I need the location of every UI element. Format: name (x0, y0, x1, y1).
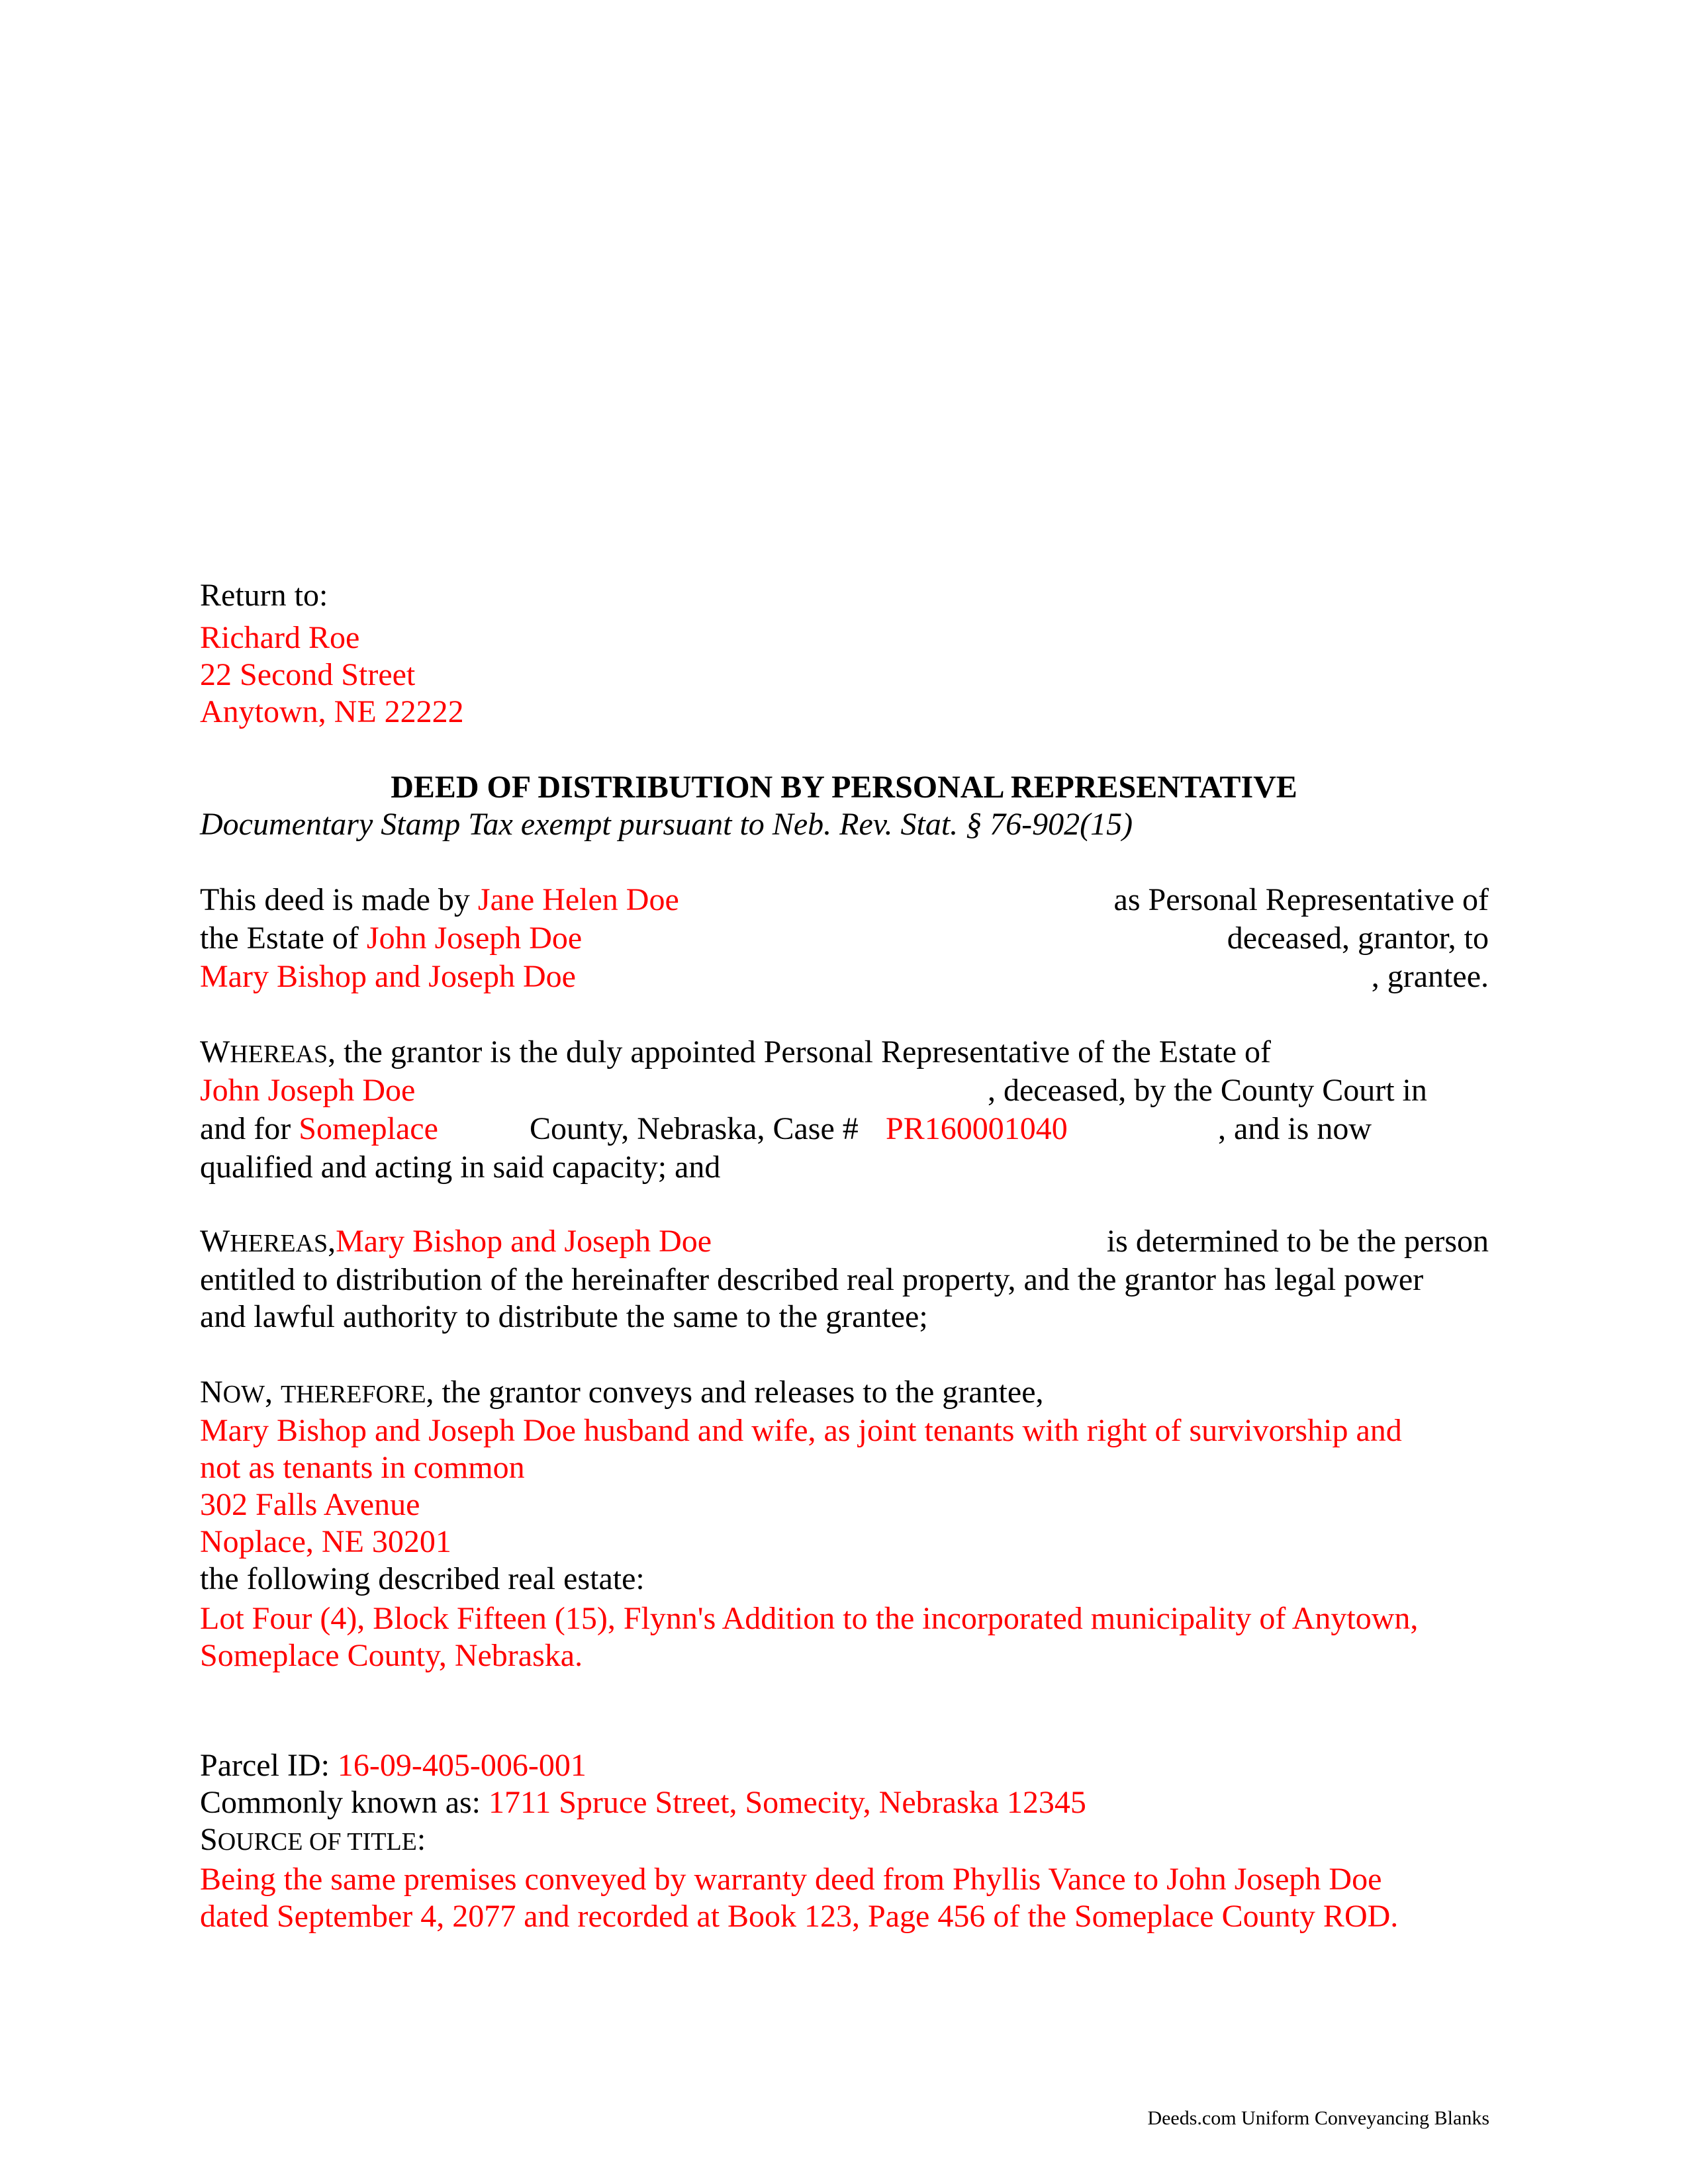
source-of-title-2: dated September 4, 2077 and recorded at Book 123, Page 456 of the Someplace County ROD. (200, 1899, 1399, 1934)
intro-prefix: This deed is made by (200, 882, 470, 917)
determined-text: is determined to be the person (1106, 1224, 1489, 1259)
whereas-2-line-2: entitled to distribution of the hereinafter described real property, and the grantor has legal power (200, 1262, 1424, 1297)
whereas-1-line-1 (200, 1034, 1271, 1073)
legal-description-2: Someplace County, Nebraska. (200, 1638, 583, 1673)
deed-subtitle: Documentary Stamp Tax exempt pursuant to Neb. Rev. Stat. § 76-902(15) (200, 807, 1133, 842)
whereas-1-cap: W (200, 1034, 230, 1069)
return-to-name: Richard Roe (200, 620, 360, 655)
case-number: PR160001040 (886, 1111, 1068, 1146)
return-to-label: Return to: (200, 578, 328, 613)
grantee-suffix: , grantee. (1371, 959, 1489, 994)
distributee-name: Mary Bishop and Joseph Doe (336, 1224, 712, 1259)
grantee-name: Mary Bishop and Joseph Doe (200, 959, 576, 994)
return-to-street: 22 Second Street (200, 657, 416, 692)
footer-credit: Deeds.com Uniform Conveyancing Blanks (1147, 2107, 1489, 2129)
intro-line-1 (200, 882, 679, 919)
and-now-text: , and is now (1218, 1111, 1372, 1146)
county-text: County, Nebraska, Case # (530, 1111, 859, 1146)
source-smallcaps: OURCE OF TITLE (217, 1828, 417, 1856)
parcel-label: Parcel ID: (200, 1748, 330, 1783)
decedent-name: John Joseph Doe (200, 1073, 416, 1108)
grantee-vesting-line-1: Mary Bishop and Joseph Doe husband and wife, as joint tenants with right of survivorship and (200, 1413, 1402, 1448)
whereas-1-text: , the grantor is the duly appointed Personal Representative of the Estate of (328, 1034, 1272, 1069)
deceased-grantor-text: deceased, grantor, to (1227, 921, 1489, 956)
therefore-smallcaps: THEREFORE (280, 1381, 426, 1408)
intro-line-2 (200, 920, 582, 957)
estate-prefix: the Estate of (200, 921, 359, 956)
following-text: the following described real estate: (200, 1561, 645, 1596)
whereas-1-line-3 (200, 1111, 438, 1148)
whereas-2-comma: , (328, 1224, 336, 1259)
grantee-vesting-line-2: not as tenants in common (200, 1450, 525, 1485)
whereas-2-line-1 (200, 1223, 712, 1262)
source-of-title-1: Being the same premises conveyed by warranty deed from Phyllis Vance to John Joseph Doe (200, 1862, 1382, 1897)
qualified-text: qualified and acting in said capacity; and (200, 1150, 721, 1185)
source-colon: : (416, 1822, 426, 1857)
source-cap: S (200, 1822, 218, 1857)
conveys-text: , the grantor conveys and releases to the grantee, (426, 1375, 1044, 1410)
legal-description-1: Lot Four (4), Block Fifteen (15), Flynn's Addition to the incorporated municipality of Anytown, (200, 1601, 1419, 1636)
pr-name: Jane Helen Doe (477, 882, 679, 917)
county-name: Someplace (299, 1111, 438, 1146)
whereas-1-smallcaps: HEREAS (230, 1040, 328, 1068)
known-as-address: 1711 Spruce Street, Somecity, Nebraska 12345 (489, 1785, 1086, 1820)
as-pr-text: as Personal Representative of (1113, 882, 1489, 917)
deed-title: DEED OF DISTRIBUTION BY PERSONAL REPRESENTATIVE (391, 770, 1297, 805)
parcel-id: 16-09-405-006-001 (337, 1748, 586, 1783)
whereas-2-line-3: and lawful authority to distribute the same to the grantee; (200, 1299, 928, 1334)
parcel-line (200, 1747, 586, 1784)
now-smallcaps: OW (222, 1381, 265, 1408)
deceased-court-text: , deceased, by the County Court in (988, 1073, 1427, 1108)
source-of-title-heading (200, 1821, 426, 1860)
and-for-text: and for (200, 1111, 291, 1146)
whereas-2-cap: W (200, 1224, 230, 1259)
known-as-line (200, 1784, 1086, 1821)
grantee-address-1: 302 Falls Avenue (200, 1487, 420, 1522)
grantee-address-2: Noplace, NE 30201 (200, 1524, 451, 1559)
now-cap: N (200, 1375, 223, 1410)
estate-name: John Joseph Doe (366, 921, 583, 956)
known-as-label: Commonly known as: (200, 1785, 481, 1820)
return-to-city: Anytown, NE 22222 (200, 694, 464, 729)
now-comma: , (264, 1375, 273, 1410)
now-therefore-line (200, 1374, 1044, 1413)
whereas-2-smallcaps: HEREAS (230, 1230, 328, 1257)
